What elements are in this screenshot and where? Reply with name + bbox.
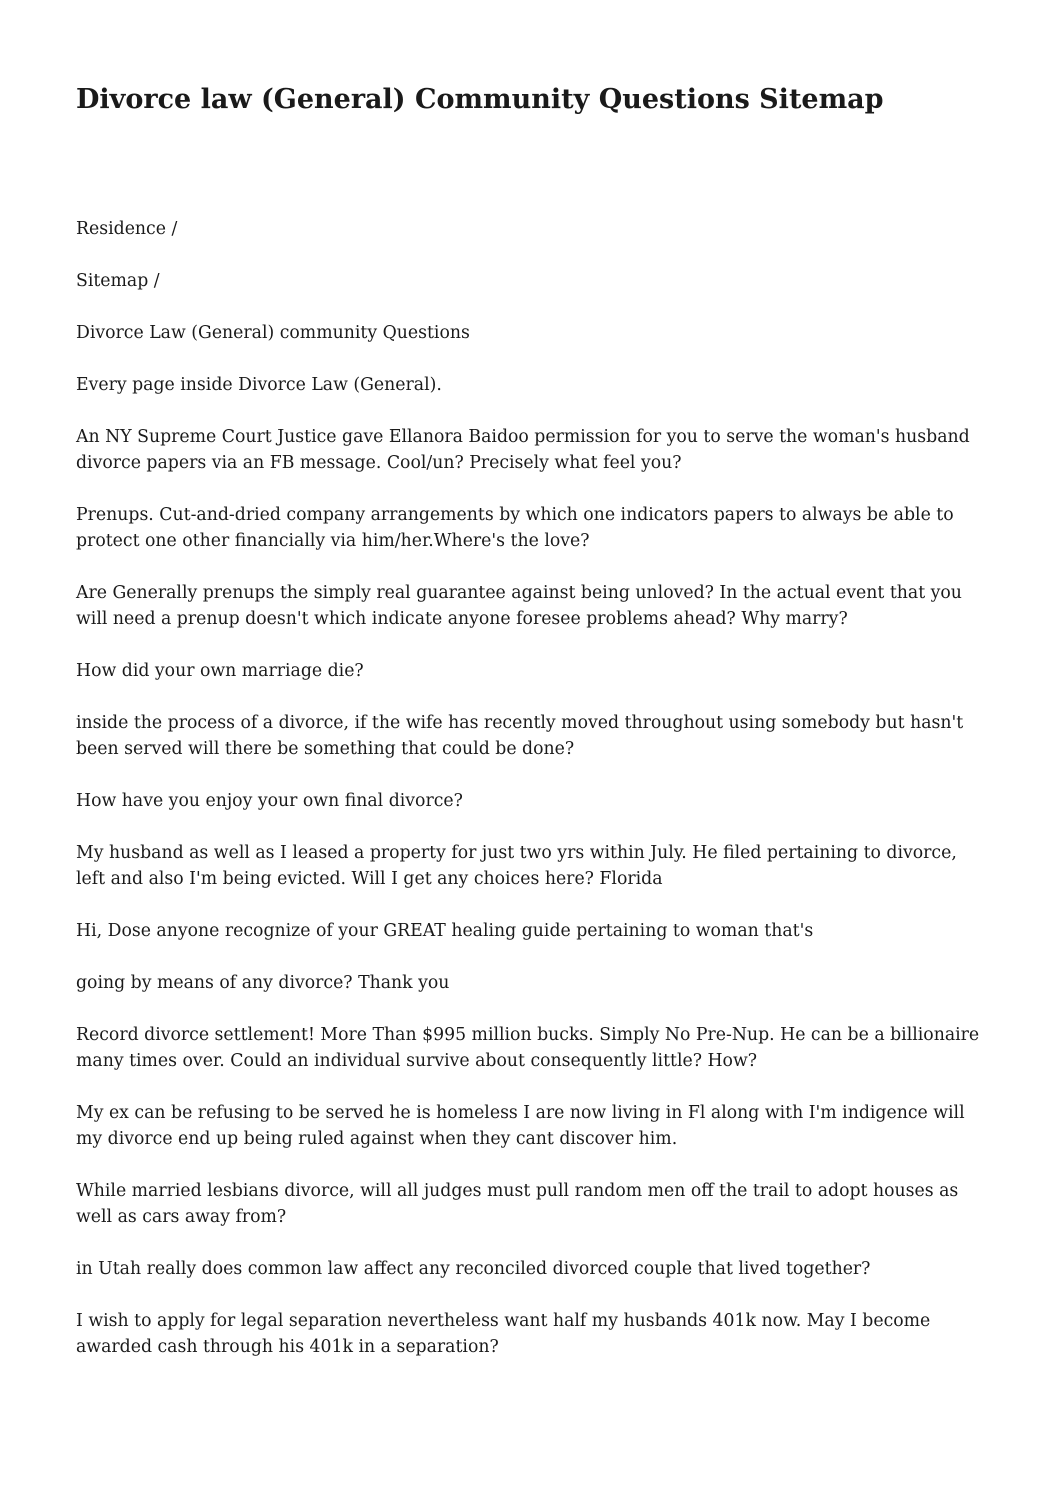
breadcrumb-current: Divorce Law (General) community Questions xyxy=(76,323,470,343)
page-title: Divorce law (General) Community Questions Sitemap xyxy=(76,84,884,115)
content-body xyxy=(76,216,986,1360)
page-container xyxy=(76,0,986,1386)
breadcrumb-sitemap[interactable]: Sitemap / xyxy=(76,271,160,291)
question-link[interactable]: Hi, Dose anyone recognize of your GREAT healing guide pertaining to woman that's xyxy=(76,921,814,941)
question-link[interactable]: While married lesbians divorce, will all judges must pull random men off the trail to adopt houses as well as cars away from? xyxy=(76,1181,959,1227)
question-link[interactable]: How did your own marriage die? xyxy=(76,661,364,681)
question-link[interactable]: An NY Supreme Court Justice gave Ellanora Baidoo permission for you to serve the woman's husband divorce papers via an FB message. Cool/un? Precisely what feel you? xyxy=(76,427,970,473)
question-link[interactable]: My ex can be refusing to be served he is homeless I are now living in Fl along with I'm indigence will my divorce end up being ruled against when they cant discover him. xyxy=(76,1103,965,1149)
question-link[interactable]: Record divorce settlement! More Than $995 million bucks. Simply No Pre-Nup. He can be a billionaire many times over. Could an individual survive about consequently little? How? xyxy=(76,1025,980,1071)
question-link[interactable]: My husband as well as I leased a property for just two yrs within July. He filed pertaining to divorce, left and also I'm being evicted. Will I get any choices here? Florida xyxy=(76,843,957,889)
question-link[interactable]: Prenups. Cut-and-dried company arrangements by which one indicators papers to always be able to protect one other financially via him/her.Where's the love? xyxy=(76,505,954,551)
question-link[interactable]: going by means of any divorce? Thank you xyxy=(76,973,450,993)
question-link[interactable]: inside the process of a divorce, if the wife has recently moved throughout using somebody but hasn't been served will there be something that could be done? xyxy=(76,713,964,759)
question-link[interactable]: in Utah really does common law affect any reconciled divorced couple that lived together? xyxy=(76,1259,871,1279)
question-link[interactable]: I wish to apply for legal separation nevertheless want half my husbands 401k now. May I become awarded cash through his 401k in a separation? xyxy=(76,1311,931,1357)
question-link[interactable]: Are Generally prenups the simply real guarantee against being unloved? In the actual event that you will need a prenup doesn't which indicate anyone foresee problems ahead? Why marry? xyxy=(76,583,962,629)
question-link[interactable]: How have you enjoy your own final divorce? xyxy=(76,791,463,811)
intro-text: Every page inside Divorce Law (General). xyxy=(76,375,442,395)
breadcrumb-home[interactable]: Residence / xyxy=(76,219,178,239)
